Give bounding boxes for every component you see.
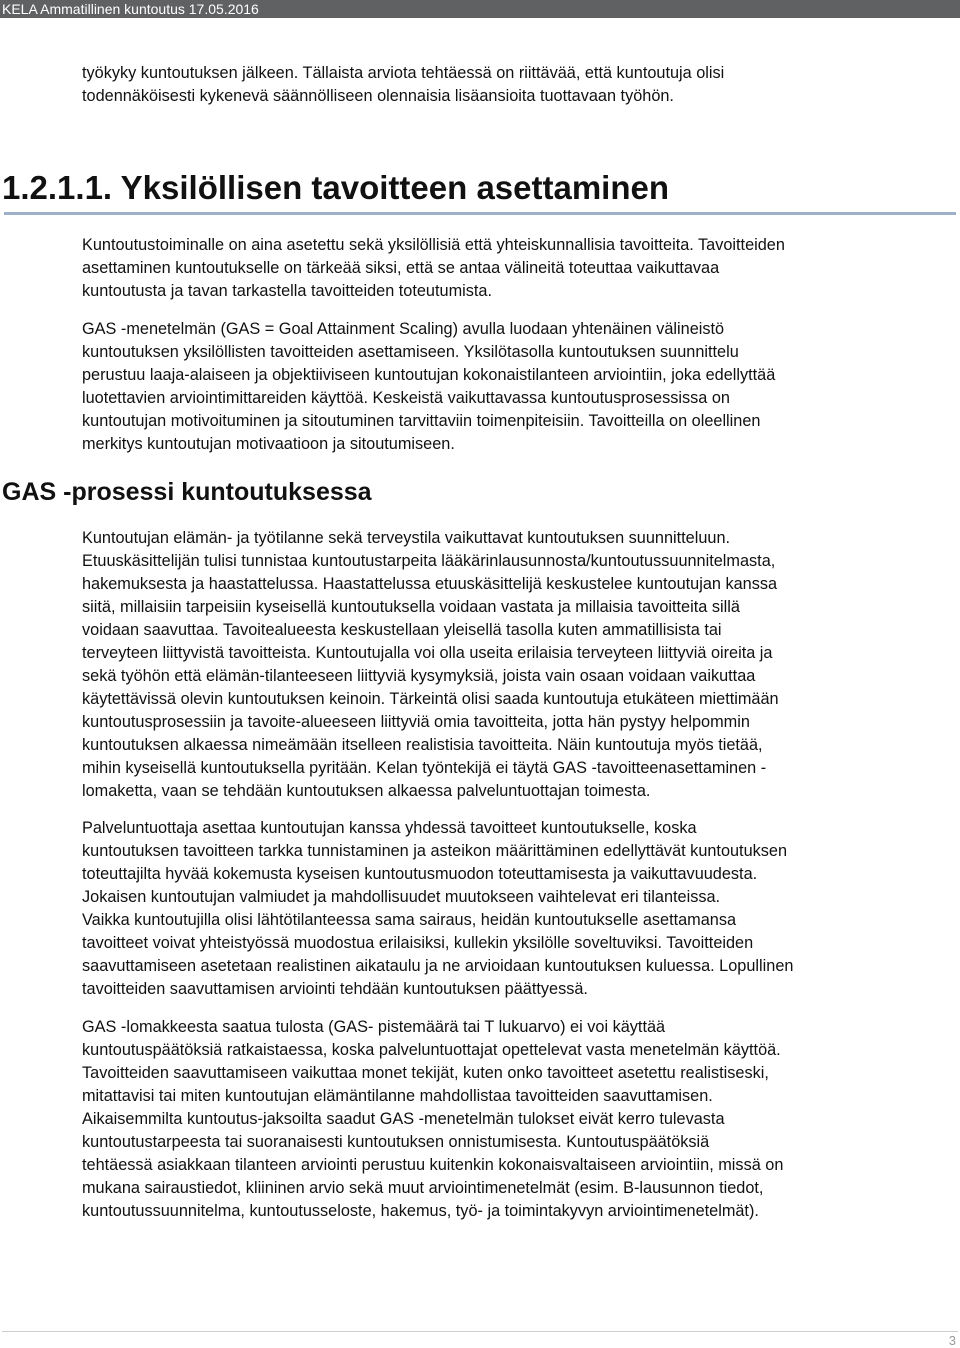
text-line: Jokaisen kuntoutujan valmiudet ja mahdollisuudet muutokseen vaihtelevat eri tilanteissa. bbox=[82, 888, 721, 906]
page-number: 3 bbox=[948, 1333, 956, 1348]
text-line: kuntoutuksen tavoitteen tarkka tunnistaminen ja asteikon määrittäminen edellyttävät kuntoutuksen bbox=[82, 842, 788, 860]
text-line: tehtäessä asiakkaan tilanteen arviointi perustuu kuitenkin kokonaisvaltaiseen arviointiin, missä on bbox=[82, 1156, 784, 1174]
text-line: Etuuskäsittelijän tulisi tunnistaa kuntoutustarpeita lääkärinlausunnosta/kuntoutussuunnitelmasta, bbox=[82, 552, 776, 570]
gas-paragraph-2 bbox=[82, 817, 952, 1001]
text-line: voidaan saavuttaa. Tavoitealueesta keskustellaan yleisellä tasolla kuten ammatillisista tai bbox=[82, 621, 722, 639]
text-line: toteuttajilta hyvää kokemusta kyseisen kuntoutusmuodon toteuttamisesta ja vaikuttavuudesta. bbox=[82, 865, 758, 883]
text-line: työkyky kuntoutuksen jälkeen. Tällaista arviota tehtäessä on riittävää, että kuntoutuja olisi bbox=[82, 64, 725, 82]
text-line: luotettavien arviointimittareiden käyttöä. Keskeistä vaikuttavassa kuntoutusprosessissa on bbox=[82, 389, 730, 407]
text-line: todennäköisesti kykenevä säännölliseen olennaisia lisäansioita tuottavaan työhön. bbox=[82, 87, 674, 105]
text-line: saavuttamiseen asetetaan realistinen aikataulu ja ne arvioidaan kuntoutuksen kuluessa. Lopullinen bbox=[82, 957, 794, 975]
text-line: asettaminen kuntoutukselle on tärkeää siksi, että se antaa välineitä toteuttaa vaikuttavaa bbox=[82, 259, 720, 277]
section-paragraph-1 bbox=[82, 234, 952, 303]
gas-paragraph-3 bbox=[82, 1016, 952, 1223]
text-line: tavoitteiden saavuttamisen arviointi tehdään kuntoutuksen päättyessä. bbox=[82, 980, 588, 998]
text-line: GAS -lomakkeesta saatua tulosta (GAS- pistemäärä tai T lukuarvo) ei voi käyttää bbox=[82, 1018, 666, 1036]
text-line: kuntoutustarpeesta tai suoranaisesti kuntoutuksen onnistumisesta. Kuntoutuspäätöksiä bbox=[82, 1133, 710, 1151]
text-line: terveyteen liittyvistä tavoitteista. Kuntoutujalla voi olla useita erilaisia terveyteen liittyviä oireita ja bbox=[82, 644, 773, 662]
section-paragraph-2 bbox=[82, 318, 952, 456]
text-line: kuntoutussuunnitelma, kuntoutusseloste, hakemus, työ- ja toimintakyvyn arviointimenetelmät). bbox=[82, 1202, 759, 1220]
text-line: Tavoitteiden saavuttamiseen vaikuttaa monet tekijät, kuten onko tavoitteet asetettu realistiseski, bbox=[82, 1064, 769, 1082]
text-line: Kuntoutustoiminalle on aina asetettu sekä yksilöllisiä että yhteiskunnallisia tavoitteita. Tavoitteiden bbox=[82, 236, 785, 254]
section-heading: 1.2.1.1. Yksilöllisen tavoitteen asettaminen bbox=[2, 169, 670, 206]
text-line: GAS -menetelmän (GAS = Goal Attainment Scaling) avulla luodaan yhtenäinen välineistö bbox=[82, 320, 725, 338]
text-line: Vaikka kuntoutujilla olisi lähtötilanteessa sama sairaus, heidän kuntoutukselle asettamansa bbox=[82, 911, 737, 929]
text-line: kuntoutusprosessiin ja tavoite-alueeseen liittyviä omia tavoitteita, jotta hän pystyy helpommin bbox=[82, 713, 750, 731]
text-line: kuntoutusta ja tavan tarkastella tavoitteiden toteutumista. bbox=[82, 282, 492, 300]
text-line: Kuntoutujan elämän- ja työtilanne sekä terveystila vaikuttavat kuntoutuksen suunnitteluun. bbox=[82, 529, 731, 547]
header-bar bbox=[0, 0, 960, 18]
text-line: mitattavisi tai miten kuntoutujan elämäntilanne mahdollistaa tavoitteiden saavuttamisen. bbox=[82, 1087, 713, 1105]
text-line: Aikaisemmilta kuntoutus-jaksoilta saadut GAS -menetelmän tulokset eivät kerro tulevasta bbox=[82, 1110, 725, 1128]
text-line: Palveluntuottaja asettaa kuntoutujan kanssa yhdessä tavoitteet kuntoutukselle, koska bbox=[82, 819, 697, 837]
text-line: kuntoutuksen alkaessa nimeämään itselleen realistisia tavoitteita. Näin kuntoutuja myös tietää, bbox=[82, 736, 763, 754]
text-line: tavoitteet voivat yhteistyössä muodostua erilaisiksi, kullekin yksilölle soveltuviksi. Tavoitteiden bbox=[82, 934, 754, 952]
text-line: sekä työhön että elämän-tilanteeseen liittyviä kysymyksiä, joista vain osaan voidaan vaikuttaa bbox=[82, 667, 756, 685]
text-line: hakemuksesta ja haastattelussa. Haastattelussa etuuskäsittelijä keskustelee kuntoutujan kanssa bbox=[82, 575, 778, 593]
document-header: KELA Ammatillinen kuntoutus 17.05.2016 bbox=[2, 1, 259, 17]
top-paragraph bbox=[82, 62, 952, 108]
subheading: GAS -prosessi kuntoutuksessa bbox=[2, 478, 372, 506]
text-line: lomaketta, vaan se tehdään kuntoutuksen alkaessa palveluntuottajan toimesta. bbox=[82, 782, 651, 800]
text-line: merkitys kuntoutujan motivaatioon ja sitoutumiseen. bbox=[82, 435, 455, 453]
gas-paragraph-1 bbox=[82, 527, 952, 803]
text-line: kuntoutujan motivoituminen ja sitoutuminen tarvittaviin toimenpiteisiin. Tavoitteilla on oleellinen bbox=[82, 412, 761, 430]
text-line: mukana sairaustiedot, kliininen arvio sekä muut arviointimenetelmät (esim. B-lausunnon tiedot, bbox=[82, 1179, 764, 1197]
text-line: kuntoutuksen yksilöllisten tavoitteiden asettamiseen. Yksilötasolla kuntoutuksen suunnittelu bbox=[82, 343, 739, 361]
text-line: käytettävissä olevin kuntoutuksen keinoin. Tärkeintä olisi saada kuntoutuja etukäteen miettimään bbox=[82, 690, 779, 708]
text-line: mihin kyseisellä kuntoutuksella pyritään. Kelan työntekijä ei täytä GAS -tavoitteenasettaminen - bbox=[82, 759, 767, 777]
text-line: perustuu laaja-alaiseen ja objektiiviseen kuntoutujan kokonaistilanteen arviointiin, joka edellyttää bbox=[82, 366, 776, 384]
footer-divider bbox=[2, 1331, 958, 1332]
text-line: kuntoutuspäätöksiä ratkaistaessa, koska palveluntuottajat opettelevat vasta menetelmän käyttöä. bbox=[82, 1041, 781, 1059]
heading-divider bbox=[4, 212, 956, 215]
text-line: siitä, millaisiin tarpeisiin kyseisellä kuntoutuksella voidaan vastata ja millaisia tavoitteita sillä bbox=[82, 598, 740, 616]
